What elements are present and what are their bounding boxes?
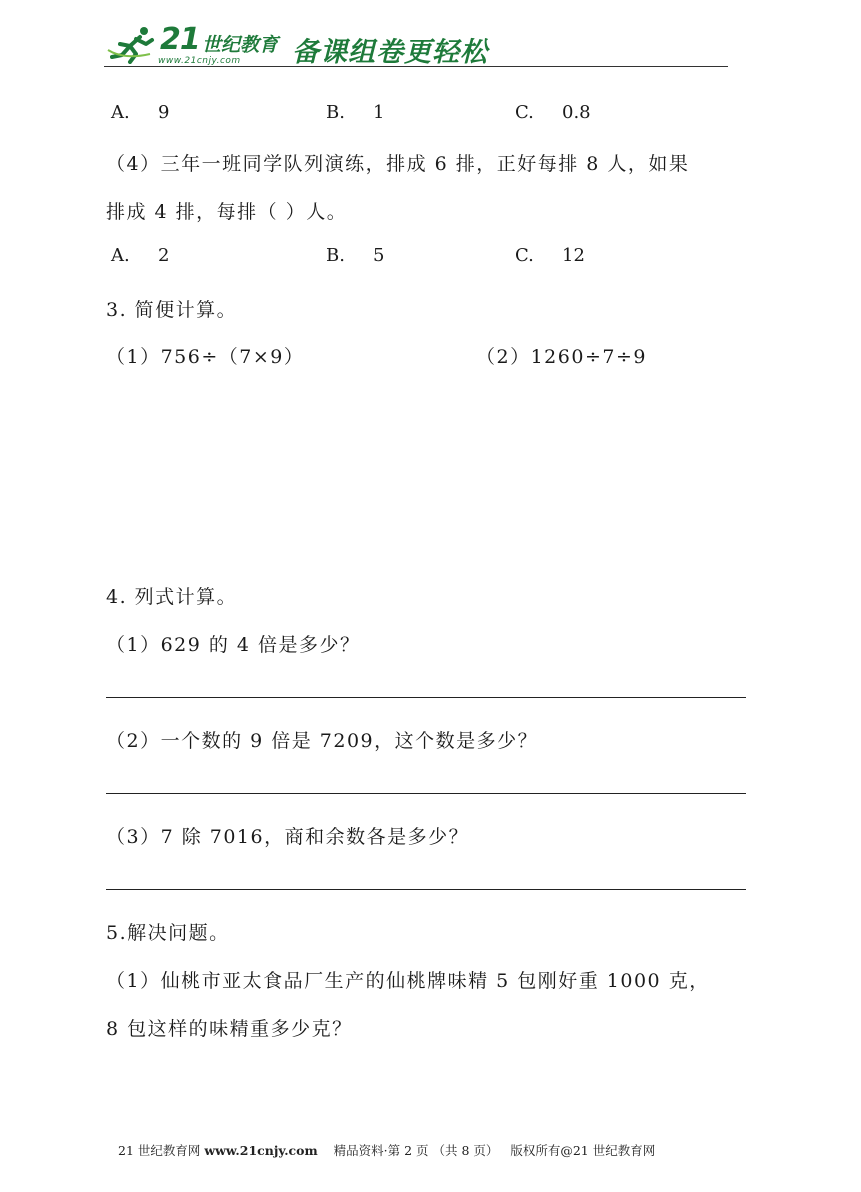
section-title: 5.解决问题。 <box>106 922 230 944</box>
logo-url: www.21cnjy.com <box>158 56 241 66</box>
option-c-value: 12 <box>562 245 585 266</box>
footer-page-info: 精品资料·第 2 页 （共 8 页） <box>333 1143 499 1158</box>
section-title: 4. 列式计算。 <box>106 586 238 608</box>
footer-rights: 版权所有@21 世纪教育网 <box>510 1143 656 1158</box>
option-a-label: A. <box>111 102 130 123</box>
question-text: （4）三年一班同学队列演练，排成 6 排，正好每排 8 人，如果 <box>106 153 690 175</box>
option-c-label: C. <box>515 102 534 123</box>
option-b-label: B. <box>326 102 345 123</box>
problem-3: （3）7 除 7016，商和余数各是多少？ <box>106 826 470 848</box>
answer-line <box>106 889 746 890</box>
calc-problem-1: （1）756÷（7×9） <box>106 346 305 368</box>
problem-1: （1）629 的 4 倍是多少？ <box>106 634 361 656</box>
word-problem-line: 8 包这样的味精重多少克？ <box>106 1018 353 1040</box>
answer-line <box>106 697 746 698</box>
footer-url: www.21cnjy.com <box>204 1143 318 1158</box>
option-a-value: 9 <box>158 102 170 123</box>
problem-2: （2）一个数的 9 倍是 7209，这个数是多少？ <box>106 730 539 752</box>
option-b-value: 1 <box>373 102 385 123</box>
option-a-label: A. <box>111 245 130 266</box>
runner-logo-icon <box>106 24 158 64</box>
footer-site: 21 世纪教育网 <box>118 1143 201 1158</box>
header-divider <box>104 66 728 67</box>
section-title: 3. 简便计算。 <box>106 299 238 321</box>
calc-problem-2: （2）1260÷7÷9 <box>476 346 647 368</box>
page-footer <box>118 1141 655 1159</box>
option-b-value: 5 <box>373 245 385 266</box>
word-problem-line: （1）仙桃市亚太食品厂生产的仙桃牌味精 5 包刚好重 1000 克， <box>106 970 710 992</box>
option-a-value: 2 <box>158 245 170 266</box>
logo-text: 世纪教育 <box>202 34 279 56</box>
question-text: 排成 4 排，每排（ ）人。 <box>106 201 348 223</box>
logo-number: 21 <box>160 22 200 57</box>
option-c-value: 0.8 <box>562 102 591 123</box>
header-slogan: 备课组卷更轻松 <box>292 37 488 68</box>
option-b-label: B. <box>326 245 345 266</box>
option-c-label: C. <box>515 245 534 266</box>
answer-line <box>106 793 746 794</box>
